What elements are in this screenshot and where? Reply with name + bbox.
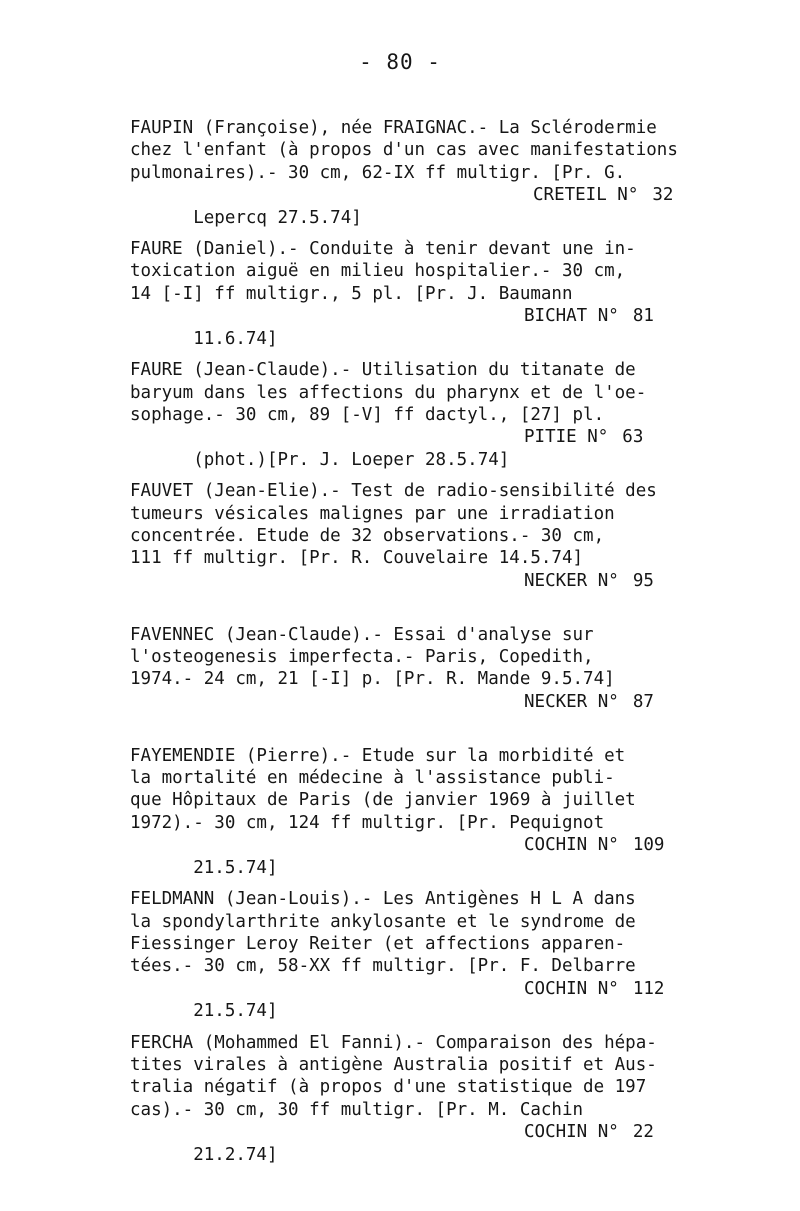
entry-location <box>524 834 664 856</box>
location-name: COCHIN N° <box>524 978 619 999</box>
entry-line: FAURE (Daniel).- Conduite à tenir devant une in- <box>130 239 636 260</box>
entry-line: baryum dans les affections du pharynx et de l'oe- <box>130 382 647 403</box>
location-name: NECKER N° <box>524 691 619 712</box>
bibliography-entries <box>130 117 690 1175</box>
entry-last-line <box>130 978 690 1022</box>
entry-line: Lepercq 27.5.74] <box>193 207 362 228</box>
entry-line: pulmonaires).- 30 cm, 62-IX ff multigr. [Pr. G. <box>130 162 626 183</box>
entry-location <box>524 1121 654 1143</box>
entry-line: FERCHA (Mohammed El Fanni).- Comparaison des hépa- <box>130 1032 657 1053</box>
location-name: COCHIN N° <box>524 1122 619 1143</box>
location-number: 112 <box>632 978 665 999</box>
location-name: PITIE N° <box>524 427 609 448</box>
location-number: 87 <box>632 691 654 712</box>
entry-line: 1974.- 24 cm, 21 [-I] p. [Pr. R. Mande 9.5.74] <box>130 669 615 690</box>
location-name: BICHAT N° <box>524 306 619 327</box>
entry-last-line <box>130 426 690 470</box>
entry-line: FELDMANN (Jean-Louis).- Les Antigènes H L A dans <box>130 889 636 910</box>
entry-line: 21.2.74] <box>193 1144 278 1165</box>
entry-line: 21.5.74] <box>193 1001 278 1022</box>
entry-last-line <box>130 834 690 878</box>
entry-line: cas).- 30 cm, 30 ff multigr. [Pr. M. Cachin <box>130 1099 584 1120</box>
entry-line: 11.6.74] <box>193 328 278 349</box>
entry-line: FAUVET (Jean-Elie).- Test de radio-sensibilité des <box>130 481 657 502</box>
entry-line: l'osteogenesis imperfecta.- Paris, Copedith, <box>130 647 594 668</box>
entry-line: sophage.- 30 cm, 89 [-V] ff dactyl., [27] pl. <box>130 404 605 425</box>
entry-line: FAVENNEC (Jean-Claude).- Essai d'analyse sur <box>130 624 594 645</box>
entry-line: concentrée. Etude de 32 observations.- 30 cm, <box>130 525 605 546</box>
entry-line: 1972).- 30 cm, 124 ff multigr. [Pr. Pequignot <box>130 812 605 833</box>
location-name: NECKER N° <box>524 570 619 591</box>
entry-line: que Hôpitaux de Paris (de janvier 1969 à juillet <box>130 790 636 811</box>
location-name: COCHIN N° <box>524 835 619 856</box>
entry-location <box>524 691 654 713</box>
entry-last-line <box>130 570 690 592</box>
entry-location <box>524 305 654 327</box>
entry-location <box>524 978 664 1000</box>
entry-line: tralia négatif (à propos d'une statistique de 197 <box>130 1077 647 1098</box>
location-number: 63 <box>622 427 644 448</box>
entry-last-line <box>130 691 690 713</box>
entry-line: tites virales à antigène Australia positif et Aus- <box>130 1055 657 1075</box>
bibliography-entry <box>130 888 690 1022</box>
bibliography-entry <box>130 238 690 349</box>
location-name: CRETEIL N° <box>533 185 639 206</box>
entry-line: FAYEMENDIE (Pierre).- Etude sur la morbidité et <box>130 745 626 766</box>
location-number: 81 <box>632 306 654 327</box>
entry-last-line <box>130 305 690 349</box>
entry-line: chez l'enfant (à propos d'un cas avec manifestations <box>130 140 678 161</box>
entry-line: FAURE (Jean-Claude).- Utilisation du titanate de <box>130 360 636 381</box>
bibliography-entry <box>130 480 690 592</box>
entry-line: (phot.)[Pr. J. Loeper 28.5.74] <box>193 449 510 470</box>
bibliography-entry <box>130 117 690 228</box>
entry-line: 21.5.74] <box>193 857 278 878</box>
entry-line: tées.- 30 cm, 58-XX ff multigr. [Pr. F. Delbarre <box>130 956 636 977</box>
bibliography-entry <box>130 359 690 470</box>
entry-line: FAUPIN (Françoise), née FRAIGNAC.- La Sclérodermie <box>130 118 657 138</box>
entry-line: Fiessinger Leroy Reiter (et affections apparen- <box>130 933 626 954</box>
entry-line: tumeurs vésicales malignes par une irradiation <box>130 503 615 524</box>
bibliography-entry <box>130 1032 690 1165</box>
page-number: - 80 - <box>359 50 441 74</box>
bibliography-entry <box>130 745 690 878</box>
entry-line: 111 ff multigr. [Pr. R. Couvelaire 14.5.74] <box>130 548 584 569</box>
entry-line: la mortalité en médecine à l'assistance publi- <box>130 768 615 789</box>
bibliography-entry <box>130 624 690 714</box>
location-number: 32 <box>652 185 674 206</box>
entry-line: toxication aiguë en milieu hospitalier.- 30 cm, <box>130 261 626 282</box>
location-number: 95 <box>632 570 654 591</box>
location-number: 22 <box>632 1122 654 1143</box>
entry-last-line <box>130 184 690 228</box>
entry-location <box>524 570 654 592</box>
entry-line: la spondylarthrite ankylosante et le syndrome de <box>130 911 636 932</box>
entry-location <box>524 426 643 448</box>
entry-line: 14 [-I] ff multigr., 5 pl. [Pr. J. Baumann <box>130 283 573 304</box>
entry-location <box>533 184 673 206</box>
entry-last-line <box>130 1121 690 1165</box>
location-number: 109 <box>632 835 665 856</box>
